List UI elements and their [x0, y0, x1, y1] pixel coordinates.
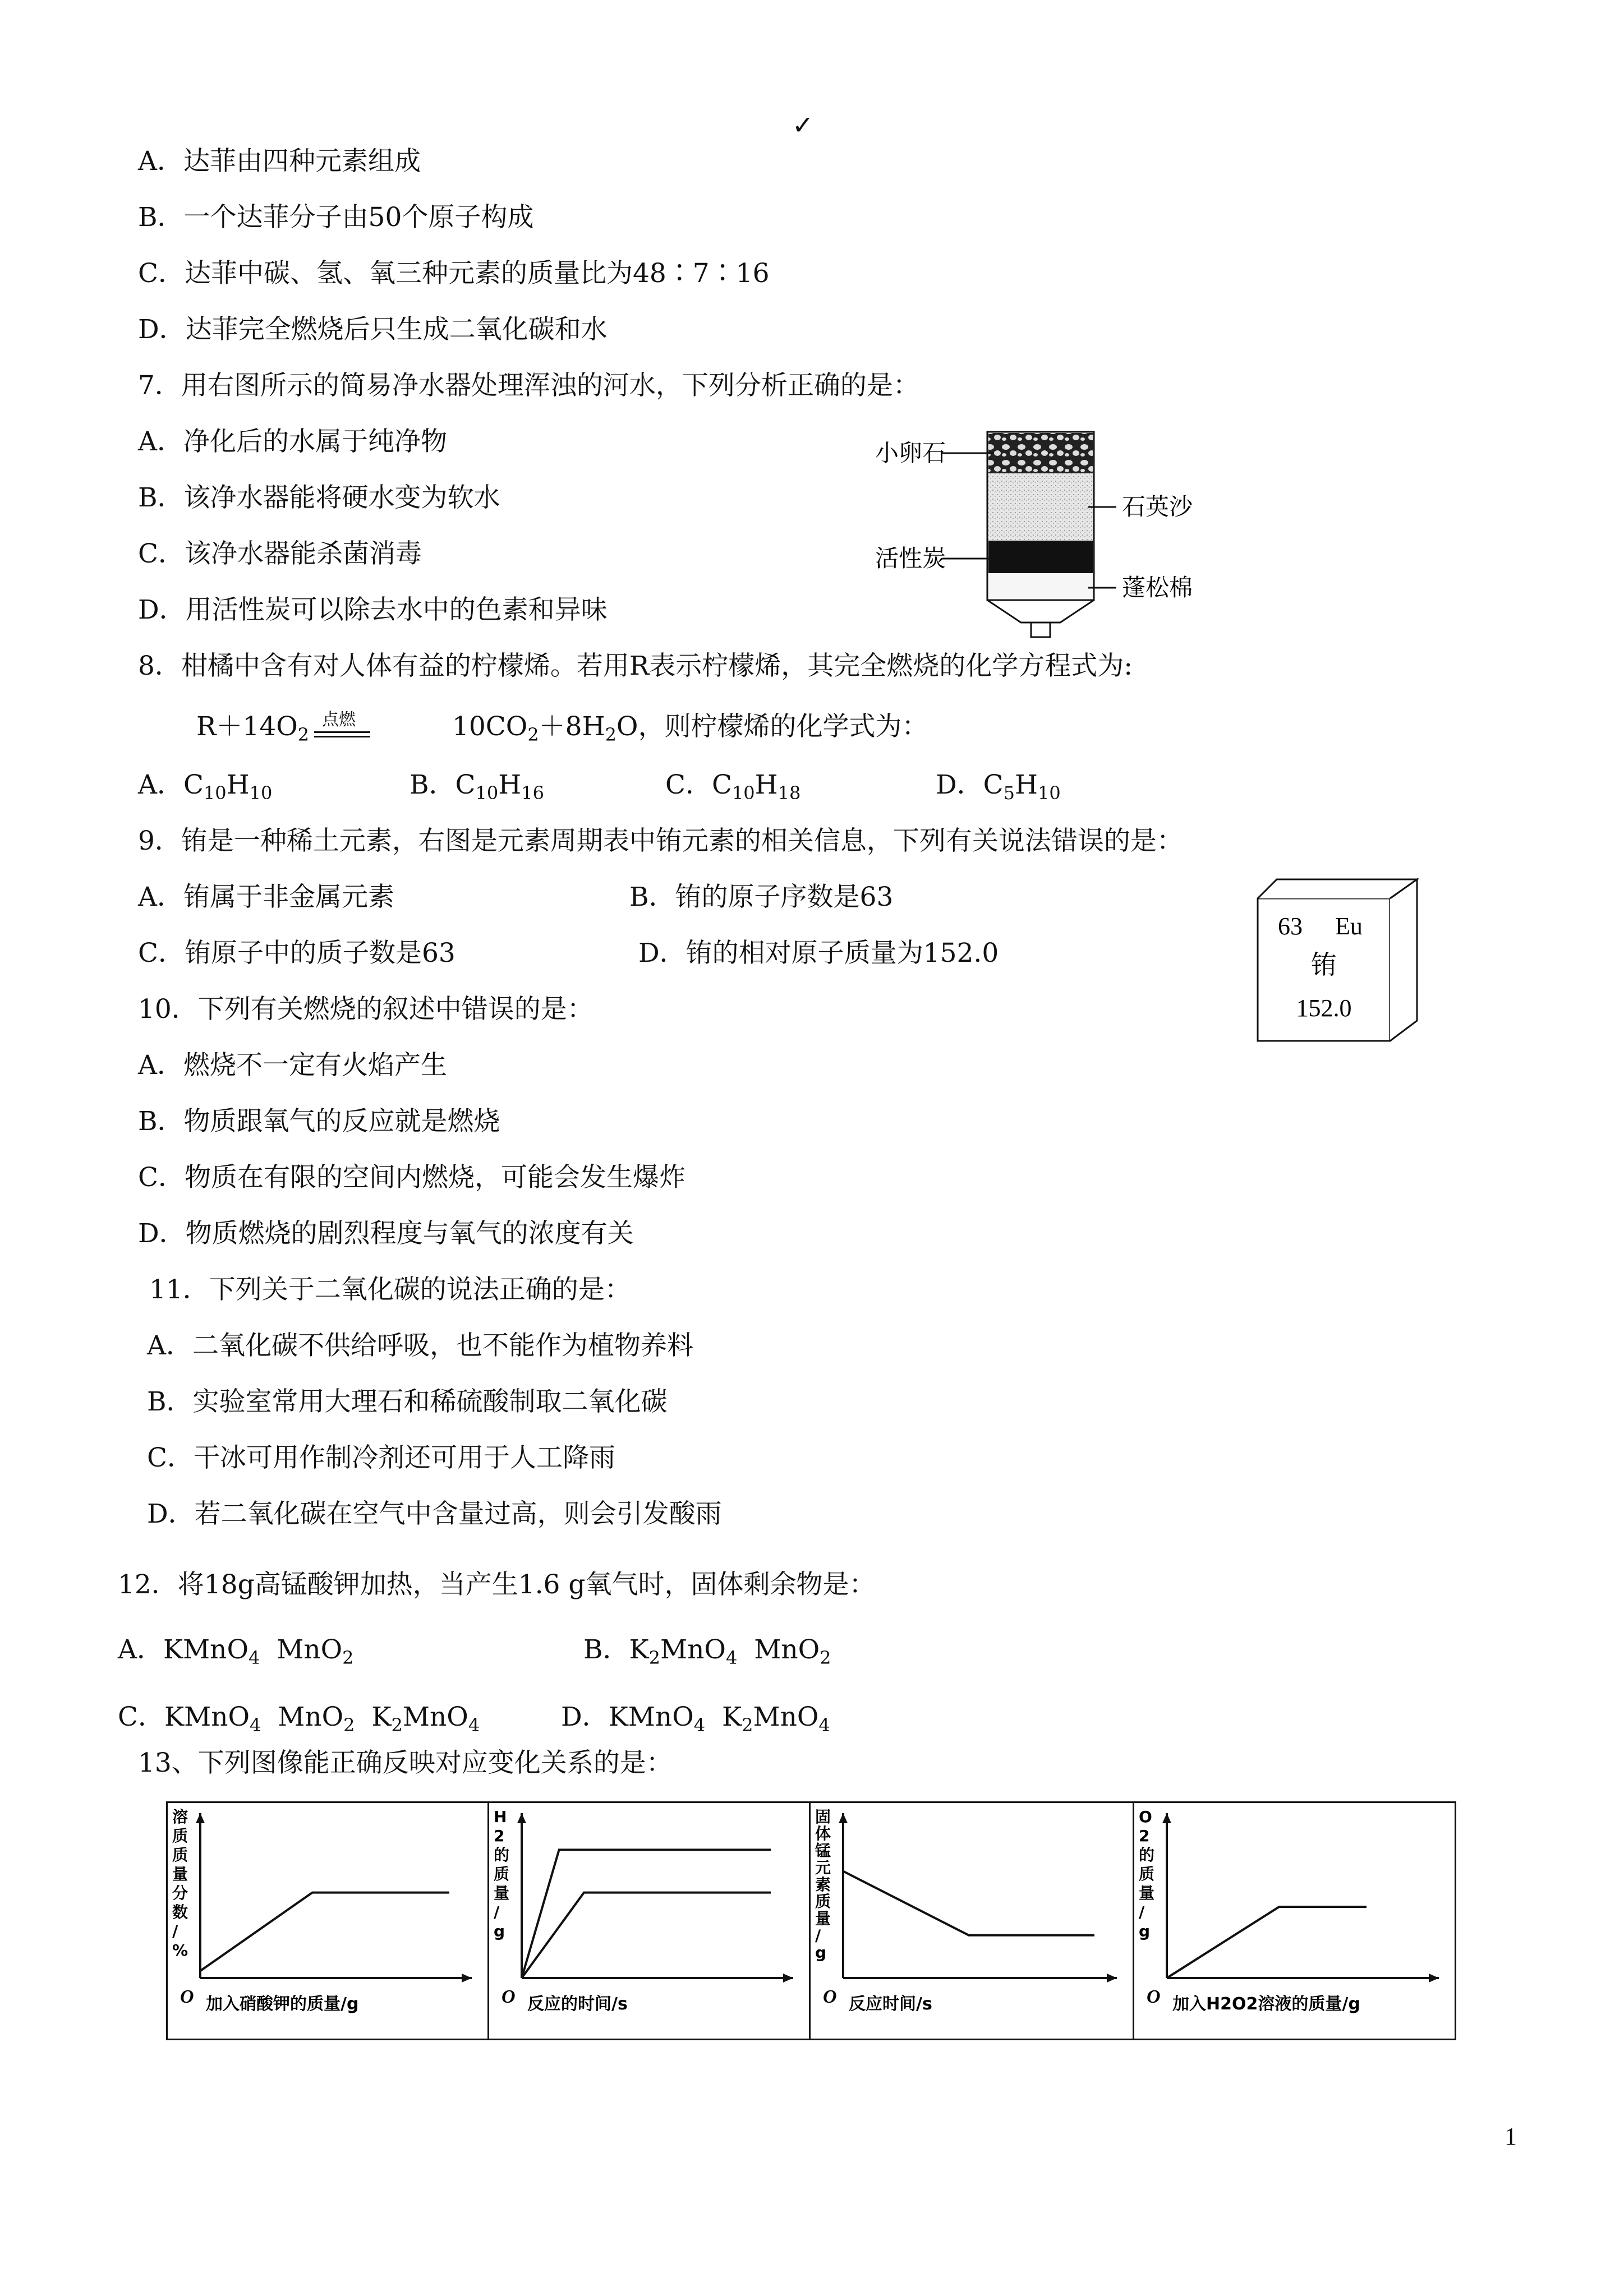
- q7-option-a: A．净化后的水属于纯净物: [138, 426, 447, 457]
- y-axis-label-char: 元: [815, 1858, 831, 1877]
- y-axis-label-char: 量: [815, 1909, 831, 1928]
- element-symbol: Eu: [1335, 912, 1363, 940]
- y-axis-label-char: /: [815, 1926, 821, 1945]
- element-card-europium: [1257, 878, 1419, 1043]
- x-axis-label: 加入H2O2溶液的质量/g: [1172, 1994, 1360, 2014]
- y-axis-label-char: 数: [172, 1903, 188, 1921]
- series-line-1: [200, 1893, 449, 1971]
- equation-line-top: [314, 731, 370, 733]
- label-pebbles: 小卵石: [875, 439, 946, 467]
- q10-option-a: A．燃烧不一定有火焰产生: [138, 1050, 447, 1081]
- y-axis-label-char: 的: [1139, 1846, 1155, 1864]
- label-cotton: 蓬松棉: [1122, 574, 1193, 601]
- y-axis-label-char: /: [172, 1922, 178, 1940]
- y-axis-label-char: 质: [1139, 1865, 1155, 1883]
- x-axis-arrow: [783, 1974, 793, 1983]
- x-axis-arrow: [1429, 1974, 1439, 1983]
- x-axis-arrow: [462, 1974, 472, 1983]
- q11-stem: 11．下列关于二氧化碳的说法正确的是：: [149, 1274, 631, 1305]
- q11-option-d: D．若二氧化碳在空气中含量过高，则会引发酸雨: [147, 1499, 722, 1529]
- q8-option-b: B．$C_{10}H_{16}$: [410, 769, 544, 804]
- y-axis-label-char: 溶: [172, 1808, 188, 1826]
- q6-option-c: C．达菲中碳、氢、氧三种元素的质量比为48∶7∶16: [138, 258, 770, 289]
- series-line-2: [522, 1893, 771, 1978]
- y-axis-label-char: g: [815, 1943, 827, 1962]
- q9-option-b: B．铕的原子序数是63: [629, 882, 894, 912]
- q9-option-a: A．铕属于非金属元素: [138, 882, 394, 912]
- y-axis-label-char: %: [172, 1941, 188, 1960]
- label-carbon: 活性炭: [875, 545, 946, 572]
- q8-option-d: D．$C_5H_{10}$: [936, 769, 1061, 804]
- q10-option-c: C．物质在有限的空间内燃烧，可能会发生爆炸: [138, 1162, 686, 1193]
- q8-equation-left: $R+14O_2$: [196, 711, 310, 745]
- q10-option-b: B．物质跟氧气的反应就是燃烧: [138, 1106, 500, 1137]
- q9-option-d: D．铕的相对原子质量为152.0: [638, 938, 999, 969]
- chart-2: [489, 1803, 811, 2039]
- y-axis-label-char: H: [494, 1808, 507, 1826]
- y-axis-label-char: 2: [494, 1827, 505, 1845]
- q11-option-a: A．二氧化碳不供给呼吸，也不能作为植物养料: [147, 1330, 693, 1361]
- y-axis-label-char: O: [1139, 1808, 1152, 1826]
- y-axis-arrow: [196, 1813, 205, 1823]
- origin-label: O: [180, 1986, 194, 2007]
- y-axis-label-char: 量: [172, 1865, 188, 1883]
- q6-option-b: B．一个达菲分子由50个原子构成: [138, 202, 534, 233]
- y-axis-label-char: 分: [172, 1884, 188, 1902]
- q13-stem: 13、下列图像能正确反映对应变化关系的是：: [138, 1748, 673, 1778]
- q8-stem: 8．柑橘中含有对人体有益的柠檬烯。若用R表示柠檬烯，其完全燃烧的化学方程式为:: [138, 651, 1133, 681]
- y-axis-label-char: /: [494, 1903, 500, 1921]
- page-number: 1: [1505, 2123, 1517, 2150]
- y-axis-label-char: /: [1139, 1903, 1145, 1921]
- chart-1: [168, 1803, 489, 2039]
- element-name: 铕: [1311, 949, 1337, 980]
- q11-option-c: C．干冰可用作制冷剂还可用于人工降雨: [147, 1442, 615, 1473]
- q7-option-b: B．该净水器能将硬水变为软水: [138, 482, 500, 513]
- origin-label: O: [823, 1986, 837, 2007]
- x-axis-label: 反应的时间/s: [527, 1994, 628, 2014]
- q6-option-a: A．达菲由四种元素组成: [138, 146, 421, 177]
- x-axis-arrow: [1107, 1974, 1117, 1983]
- q10-stem: 10．下列有关燃烧的叙述中错误的是：: [138, 994, 594, 1025]
- q12-option-c: C．KMnO$_4$ MnO$_2$ $K_2MnO_4$: [118, 1702, 480, 1736]
- y-axis-label-char: 质: [494, 1865, 510, 1883]
- y-axis-label-char: 2: [1139, 1827, 1150, 1845]
- q7-stem: 7．用右图所示的简易净水器处理浑浊的河水，下列分析正确的是：: [138, 370, 919, 401]
- q8-equation-right: $10CO_2+8H_2O$，则柠檬烯的化学式为：: [452, 711, 928, 745]
- origin-label: O: [1147, 1986, 1161, 2007]
- y-axis-arrow: [839, 1813, 848, 1823]
- element-number: 63: [1278, 912, 1303, 940]
- q8-option-a: A．$C_{10}H_{10}$: [138, 769, 273, 804]
- y-axis-label-char: 素: [815, 1875, 831, 1894]
- q7-option-c: C．该净水器能杀菌消毒: [138, 538, 422, 569]
- series-line-1: [1167, 1907, 1367, 1978]
- series-line-1: [843, 1871, 1094, 1935]
- y-axis-label-char: 质: [172, 1846, 188, 1864]
- y-axis-label-char: g: [1139, 1922, 1151, 1940]
- y-axis-label-char: 质: [815, 1892, 831, 1911]
- y-axis-label-char: 锰: [815, 1841, 831, 1860]
- water-filter-figure: [875, 426, 1234, 639]
- x-axis-label: 反应时间/s: [849, 1994, 932, 2014]
- chart-4: [1134, 1803, 1455, 2039]
- q8-option-c: C．$C_{10}H_{18}$: [665, 769, 801, 804]
- q12-option-b: B．$K_2MnO_4$ MnO$_2$: [583, 1634, 831, 1668]
- series-line-1: [522, 1850, 771, 1978]
- y-axis-arrow: [517, 1813, 526, 1823]
- check-mark: ✓: [792, 110, 814, 140]
- q12-option-a: A．KMnO$_4$ MnO$_2$: [118, 1634, 354, 1668]
- y-axis-label-char: 量: [494, 1884, 510, 1902]
- element-mass: 152.0: [1296, 994, 1352, 1022]
- y-axis-label-char: g: [494, 1922, 505, 1940]
- q9-stem: 9．铕是一种稀土元素，右图是元素周期表中铕元素的相关信息，下列有关说法错误的是：: [138, 826, 1183, 856]
- y-axis-label-char: 体: [815, 1824, 831, 1843]
- y-axis-arrow: [1162, 1813, 1171, 1823]
- label-quartz: 石英沙: [1122, 493, 1193, 520]
- q12-option-d: D．KMnO$_4$ $K_2MnO_4$: [561, 1702, 830, 1736]
- q8-equation-condition: 点燃: [322, 710, 356, 730]
- q6-option-d: D．达菲完全燃烧后只生成二氧化碳和水: [138, 314, 608, 345]
- q12-stem: 12．将18g高锰酸钾加热，当产生1.6 g氧气时，固体剩余物是：: [118, 1569, 876, 1600]
- y-axis-label-char: 质: [172, 1827, 188, 1845]
- q7-option-d: D．用活性炭可以除去水中的色素和异味: [138, 594, 608, 625]
- q10-option-d: D．物质燃烧的剧烈程度与氧气的浓度有关: [138, 1218, 634, 1249]
- chart-3: [811, 1803, 1134, 2039]
- y-axis-label-char: 量: [1139, 1884, 1155, 1902]
- q9-option-c: C．铕原子中的质子数是63: [138, 938, 456, 969]
- y-axis-label-char: 固: [815, 1808, 831, 1826]
- equation-line-bottom: [314, 736, 370, 737]
- q11-option-b: B．实验室常用大理石和稀硫酸制取二氧化碳: [147, 1386, 668, 1417]
- x-axis-label: 加入硝酸钾的质量/g: [206, 1994, 359, 2014]
- origin-label: O: [502, 1986, 516, 2007]
- y-axis-label-char: 的: [494, 1846, 510, 1864]
- q13-charts: [166, 1801, 1456, 2040]
